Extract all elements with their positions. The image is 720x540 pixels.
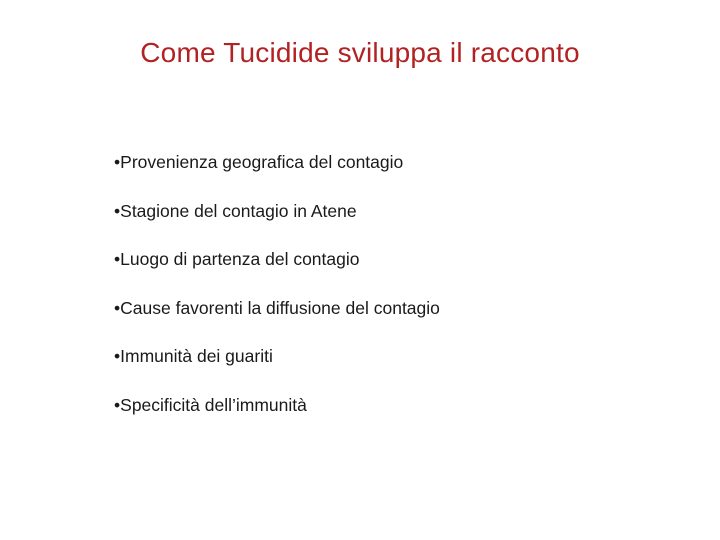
bullet-icon: •	[114, 249, 121, 269]
bullet-icon: •	[114, 297, 121, 318]
slide-title: Come Tucidide sviluppa il racconto	[140, 37, 580, 68]
list-item-text: Luogo di partenza del contagio	[120, 249, 360, 269]
list-item-text: Stagione del contagio in Atene	[120, 200, 357, 221]
bullet-icon: •	[114, 152, 121, 172]
bullet-icon: •	[114, 394, 121, 415]
bullet-icon: •	[114, 346, 121, 366]
list-item-text: Cause favorenti la diffusione del contagio	[120, 297, 440, 318]
list-item	[114, 199, 440, 223]
list-item	[114, 247, 440, 271]
bullet-icon: •	[114, 200, 121, 221]
list-item-text: Provenienza geografica del contagio	[120, 152, 404, 172]
list-item-text: Specificità dell’immunità	[120, 394, 307, 415]
list-item	[114, 393, 440, 417]
list-item	[114, 150, 440, 174]
bullet-list	[114, 150, 440, 441]
list-item	[114, 344, 440, 368]
list-item	[114, 296, 440, 320]
list-item-text: Immunità dei guariti	[120, 346, 273, 366]
